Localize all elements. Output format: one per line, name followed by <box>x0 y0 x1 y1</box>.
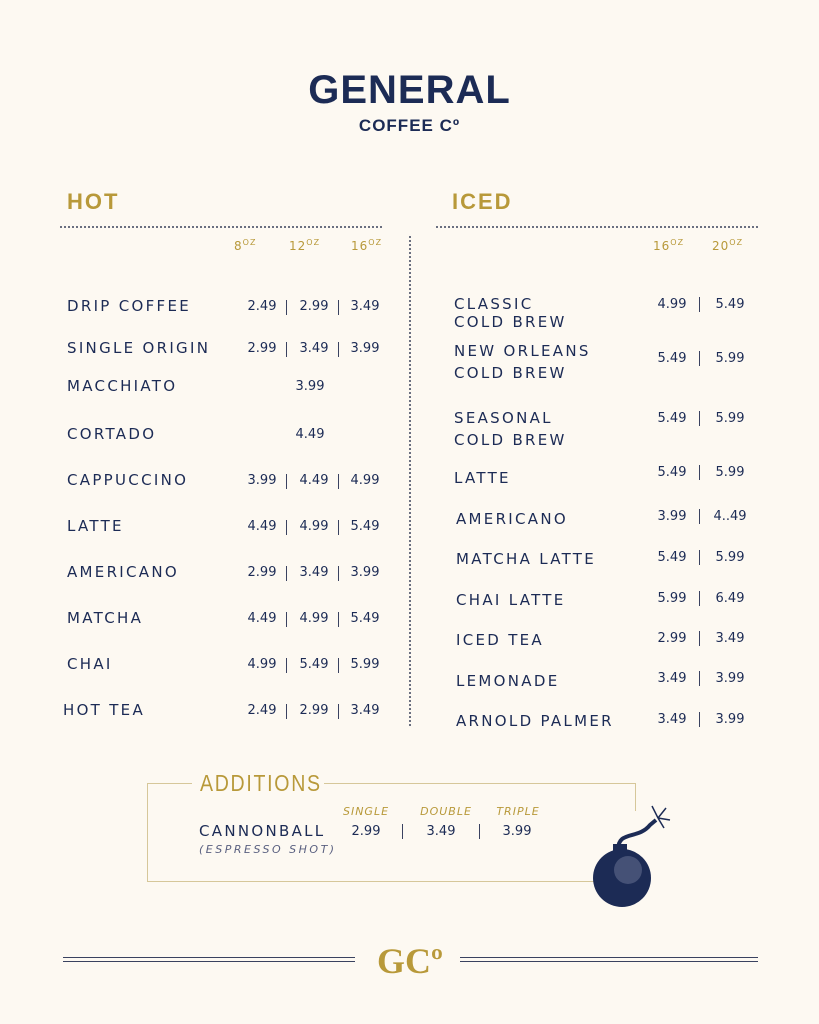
cannonball-price: 3.99 <box>502 824 532 839</box>
price-separator <box>699 509 700 524</box>
hot-item-name: LATTE <box>67 517 124 535</box>
hot-item-price: 3.99 <box>350 565 380 580</box>
price-separator <box>699 591 700 606</box>
brand-title: GENERAL <box>308 68 511 112</box>
iced-item-name: MATCHA LATTE <box>456 550 597 568</box>
hot-item-price: 4.49 <box>247 519 277 534</box>
iced-item-price: 3.49 <box>657 671 687 686</box>
iced-item-price: 5.49 <box>657 465 687 480</box>
iced-item-name: COLD BREW <box>454 431 567 449</box>
hot-item-price: 5.49 <box>299 657 329 672</box>
additions-col-triple: TRIPLE <box>496 805 540 818</box>
iced-item-price: 3.99 <box>715 671 745 686</box>
iced-size-16oz: $16^{OZ}$ <box>653 238 685 253</box>
hot-item-price: 5.99 <box>350 657 380 672</box>
hot-item-price: 3.99 <box>295 379 325 394</box>
hot-item-price: 2.99 <box>247 565 277 580</box>
iced-item-name: CLASSIC <box>454 295 534 313</box>
svg-text:GCº: GCº <box>377 941 443 981</box>
iced-item-price: 4.99 <box>657 297 687 312</box>
iced-item-price: 3.49 <box>657 712 687 727</box>
price-separator <box>699 671 700 686</box>
iced-item-name: COLD BREW <box>454 313 567 331</box>
hot-item-price: 5.49 <box>350 519 380 534</box>
hot-size-16oz: $16^{OZ}$ <box>351 238 383 253</box>
iced-item-price: 5.49 <box>657 351 687 366</box>
cannonball-price: 3.49 <box>426 824 456 839</box>
hot-item-price: 3.49 <box>350 299 380 314</box>
iced-item-price: 5.99 <box>715 351 745 366</box>
hot-item-price: 2.99 <box>247 341 277 356</box>
hot-item-name: AMERICANO <box>67 563 179 581</box>
hot-item-price: 4.99 <box>299 519 329 534</box>
cannonball-note: (ESPRESSO SHOT) <box>199 843 337 856</box>
brand-subtitle: COFFEE Cº <box>358 116 461 135</box>
hot-item-price: 3.99 <box>350 341 380 356</box>
iced-item-name: ARNOLD PALMER <box>456 712 614 730</box>
price-separator <box>338 612 339 627</box>
hot-item-name: CHAI <box>67 655 113 673</box>
price-separator <box>699 351 700 366</box>
hot-item-name: CAPPUCCINO <box>67 471 189 489</box>
additions-frame-top <box>147 783 192 784</box>
iced-item-price: 3.99 <box>715 712 745 727</box>
iced-section-title: ICED <box>452 189 513 214</box>
iced-item-price: 5.99 <box>715 550 745 565</box>
iced-item-price: 2.99 <box>657 631 687 646</box>
price-separator <box>338 520 339 535</box>
iced-size-20oz: $20^{OZ}$ <box>712 238 744 253</box>
price-separator <box>286 520 287 535</box>
hot-item-price: 4.99 <box>247 657 277 672</box>
iced-item-price: 3.49 <box>715 631 745 646</box>
hot-item-price: 5.49 <box>350 611 380 626</box>
cannonball-bomb-icon <box>588 800 678 915</box>
hot-item-price: 2.49 <box>247 299 277 314</box>
price-separator <box>286 566 287 581</box>
hot-item-name: HOT TEA <box>63 701 146 719</box>
hot-item-price: 2.99 <box>299 703 329 718</box>
iced-item-price: 5.49 <box>657 411 687 426</box>
iced-item-name: CHAI LATTE <box>456 591 566 609</box>
hot-item-price: 4.49 <box>247 611 277 626</box>
price-separator <box>699 712 700 727</box>
price-separator <box>338 704 339 719</box>
hot-item-name: SINGLE ORIGIN <box>67 339 211 357</box>
hot-item-name: MATCHA <box>67 609 144 627</box>
price-separator <box>286 342 287 357</box>
iced-item-price: 5.49 <box>657 550 687 565</box>
iced-item-name: ICED TEA <box>456 631 544 649</box>
footer-line-left <box>63 957 355 962</box>
price-separator <box>286 612 287 627</box>
hot-item-price: 4.99 <box>350 473 380 488</box>
hot-item-price: 2.49 <box>247 703 277 718</box>
price-separator <box>338 342 339 357</box>
iced-item-price: 6.49 <box>715 591 745 606</box>
price-separator <box>699 465 700 480</box>
price-separator <box>338 300 339 315</box>
iced-item-name: LEMONADE <box>456 672 560 690</box>
cannonball-name: CANNONBALL <box>199 822 326 840</box>
hot-item-name: DRIP COFFEE <box>67 297 192 315</box>
price-separator <box>479 824 480 839</box>
hot-item-price: 4.49 <box>295 427 325 442</box>
additions-title: ADDITIONS <box>200 770 322 796</box>
iced-item-price: 5.99 <box>715 465 745 480</box>
price-separator <box>699 631 700 646</box>
hot-divider <box>60 226 382 228</box>
iced-item-name: NEW ORLEANS <box>454 342 591 360</box>
hot-item-price: 4.99 <box>299 611 329 626</box>
iced-item-name: LATTE <box>454 469 511 487</box>
iced-item-price: 5.49 <box>715 297 745 312</box>
hot-section-title: HOT <box>67 189 120 214</box>
hot-item-price: 4.49 <box>299 473 329 488</box>
iced-item-name: SEASONAL <box>454 409 553 427</box>
price-separator <box>699 411 700 426</box>
price-separator <box>286 658 287 673</box>
iced-item-price: 5.99 <box>715 411 745 426</box>
iced-divider <box>436 226 758 228</box>
iced-item-name: COLD BREW <box>454 364 567 382</box>
hot-size-12oz: $12^{OZ}$ <box>289 238 321 253</box>
iced-item-price: 4..49 <box>713 509 747 524</box>
hot-item-name: MACCHIATO <box>67 377 178 395</box>
hot-item-price: 3.49 <box>299 341 329 356</box>
footer-line-right <box>460 957 758 962</box>
price-separator <box>338 658 339 673</box>
price-separator <box>338 474 339 489</box>
additions-frame-top <box>324 783 636 784</box>
price-separator <box>286 474 287 489</box>
hot-item-price: 2.99 <box>299 299 329 314</box>
additions-col-single: SINGLE <box>342 805 390 818</box>
hot-item-price: 3.99 <box>247 473 277 488</box>
cannonball-price: 2.99 <box>351 824 381 839</box>
additions-col-double: DOUBLE <box>420 805 472 818</box>
hot-item-price: 3.49 <box>299 565 329 580</box>
iced-item-price: 3.99 <box>657 509 687 524</box>
price-separator <box>699 550 700 565</box>
hot-size-8oz: $8^{OZ}$ <box>234 238 257 253</box>
price-separator <box>402 824 403 839</box>
hot-item-name: CORTADO <box>67 425 157 443</box>
hot-item-price: 3.49 <box>350 703 380 718</box>
price-separator <box>286 300 287 315</box>
iced-item-name: AMERICANO <box>456 510 568 528</box>
iced-item-price: 5.99 <box>657 591 687 606</box>
price-separator <box>338 566 339 581</box>
footer-gc-logo <box>372 933 448 985</box>
price-separator <box>699 297 700 312</box>
column-divider <box>409 236 411 726</box>
price-separator <box>286 704 287 719</box>
